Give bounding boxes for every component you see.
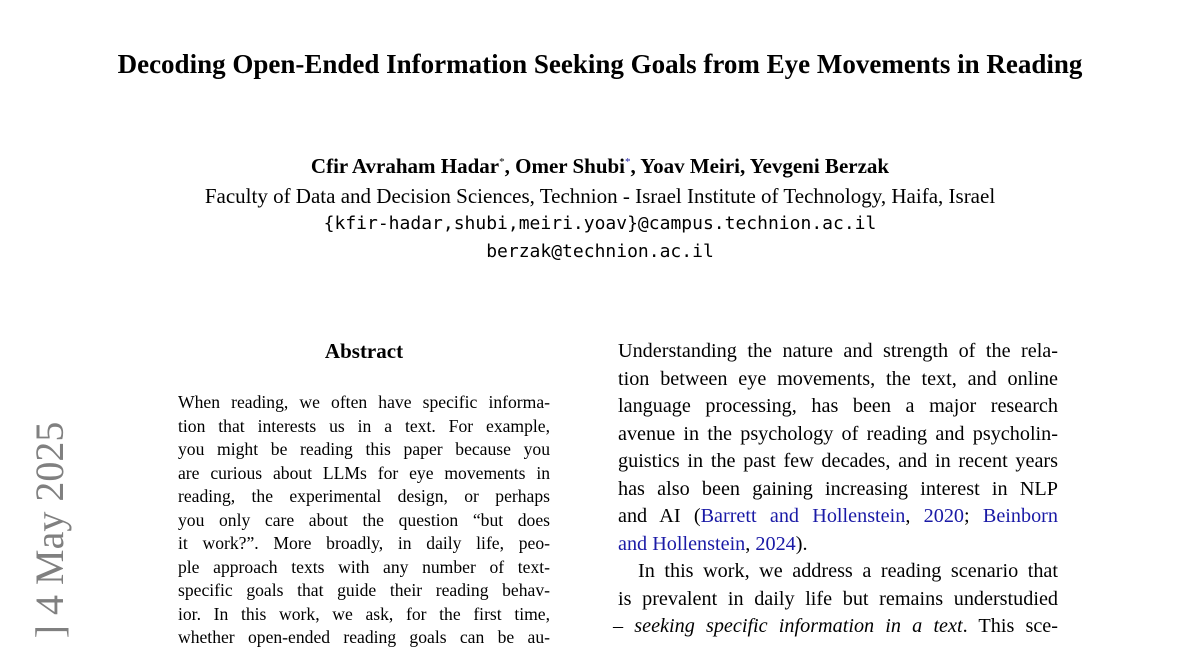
- body-line: In this work, we address a reading scenario that: [638, 560, 1058, 582]
- abstract-line: are curious about LLMs for eye movements in: [178, 462, 550, 483]
- citation-link[interactable]: Beinborn: [982, 505, 1058, 527]
- body-text: ,: [745, 532, 756, 555]
- author-list: [100, 152, 1100, 180]
- body-line: [618, 531, 1058, 559]
- body-text: ,: [905, 505, 924, 527]
- body-text: . This sce-: [962, 615, 1058, 637]
- body-line: Understanding the nature and strength of the rela-: [618, 340, 1058, 362]
- abstract-heading: Abstract: [324, 339, 404, 363]
- equal-contribution-mark[interactable]: *: [625, 156, 631, 168]
- body-line: is prevalent in daily life but remains understudied: [618, 587, 1058, 610]
- body-line: avenue in the psychology of reading and psycholin-: [618, 422, 1058, 445]
- body-text: –: [613, 615, 635, 637]
- author-separator: ,: [504, 154, 516, 178]
- abstract-line: whether open-ended reading goals can be au-: [178, 627, 550, 647]
- paper-title: Decoding Open-Ended Information Seeking Goals from Eye Movements in Reading: [117, 49, 1083, 79]
- body-line: guistics in the past few decades, and in recent years: [618, 450, 1058, 472]
- body-text: and AI (: [618, 505, 701, 527]
- abstract-line: you only care about the question “but does: [178, 509, 550, 530]
- email-address: berzak@technion.ac.il: [486, 241, 714, 262]
- abstract-line: ple approach texts with any number of text-: [178, 556, 550, 577]
- emphasized-text: seeking specific information in a text: [634, 615, 963, 637]
- affiliation: Faculty of Data and Decision Sciences, Technion - Israel Institute of Technology, Haifa, Israel: [204, 184, 996, 208]
- author-names-rest: , Yoav Meiri, Yevgeni Berzak: [630, 154, 890, 178]
- citation-year-link[interactable]: 2020: [923, 505, 964, 527]
- body-line: language processing, has been a major research: [618, 395, 1058, 417]
- citation-link[interactable]: Barrett and Hollenstein: [700, 505, 906, 527]
- author-name: Omer Shubi: [515, 154, 626, 178]
- equal-contribution-mark: *: [499, 156, 505, 168]
- citation-year-link[interactable]: 2024: [755, 532, 796, 555]
- abstract-line: specific goals that guide their reading behav-: [178, 580, 550, 600]
- abstract-line: it work?”. More broadly, in daily life, peo-: [178, 533, 550, 553]
- abstract-line: ior. In this work, we ask, for the first time,: [178, 603, 550, 624]
- abstract-line: you might be reading this paper because you: [178, 439, 550, 459]
- body-line: has also been gaining increasing interest in NLP: [618, 477, 1058, 500]
- body-line: [613, 613, 1058, 641]
- abstract-line: reading, the experimental design, or perhaps: [178, 486, 550, 506]
- abstract-line: When reading, we often have specific informa-: [178, 392, 550, 412]
- body-line: [618, 503, 1058, 531]
- abstract-line: tion that interests us in a text. For example,: [178, 415, 550, 436]
- citation-link[interactable]: and Hollenstein: [618, 532, 746, 555]
- body-line: tion between eye movements, the text, and online: [618, 367, 1058, 390]
- body-text: ).: [795, 532, 808, 555]
- arxiv-stamp: ] 4 May 2025: [27, 421, 72, 639]
- author-name: Cfir Avraham Hadar: [310, 154, 500, 178]
- email-address: {kfir-hadar,shubi,meiri.yoav}@campus.technion.ac.il: [323, 213, 877, 234]
- body-text: ;: [964, 505, 983, 527]
